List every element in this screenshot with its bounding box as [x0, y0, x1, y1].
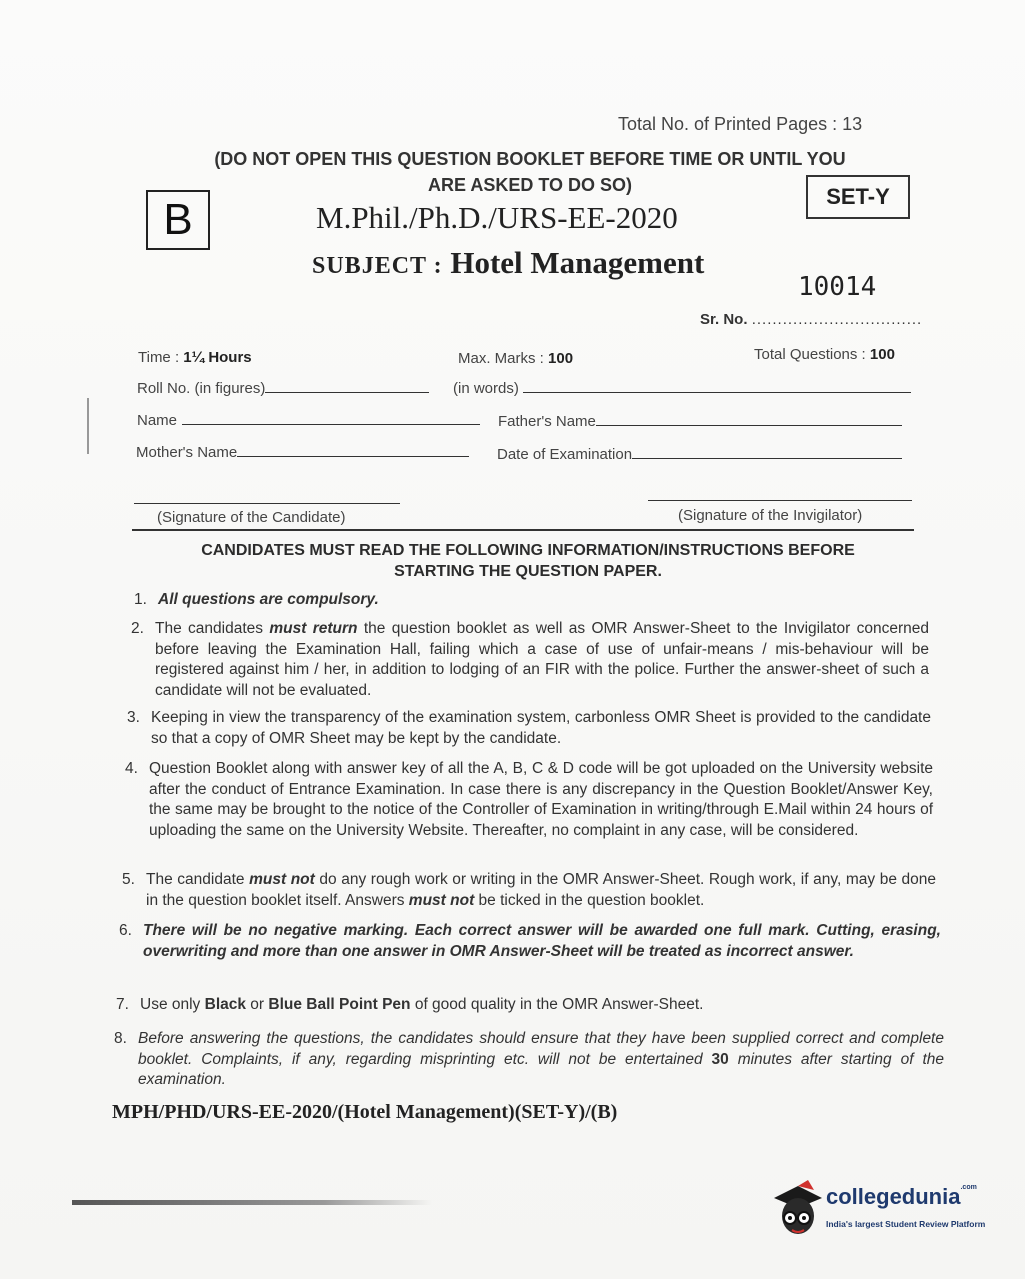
name-field[interactable]: Name [137, 410, 480, 429]
serial-dotted-line: ................................. [751, 311, 923, 328]
collegedunia-mascot-icon [768, 1176, 824, 1242]
section-divider [132, 529, 914, 531]
do-not-open-warning: (DO NOT OPEN THIS QUESTION BOOKLET BEFORE TIME OR UNTIL YOU ARE ASKED TO DO SO) [214, 149, 846, 195]
mother-name-field[interactable]: Mother's Name [136, 442, 469, 461]
collegedunia-brand: collegedunia$^{.com}$ [826, 1184, 977, 1209]
instruction-1: 1. All questions are compulsory. [134, 591, 379, 608]
serial-number: 10014 [798, 272, 877, 302]
candidate-signature-label: (Signature of the Candidate) [157, 509, 346, 526]
collegedunia-tagline: India's largest Student Review Platform [826, 1219, 986, 1229]
subject-line [312, 245, 704, 281]
total-questions: Total Questions : 100 [754, 346, 895, 363]
instructions-heading: CANDIDATES MUST READ THE FOLLOWING INFORMATION/INSTRUCTIONS BEFORE STARTING THE QUESTION PAPER. [201, 542, 855, 580]
max-marks: Max. Marks : 100 [458, 350, 574, 367]
roll-figures-blank[interactable] [265, 378, 429, 393]
instruction-3: 3. Keeping in view the transparency of the examination system, carbonless OMR Sheet is provided to the candidate so that a copy of OMR Sheet may be kept by the candidate. [127, 709, 931, 747]
instruction-6: 6. There will be no negative marking. Each correct answer will be awarded one full mark. Cutting, erasing, overwriting and more than one answer in OMR Answer-Sheet will be treated as incorrect answer. [119, 922, 941, 960]
exam-title: M.Phil./Ph.D./URS-EE-2020 [316, 200, 678, 235]
instruction-2: 2. The candidates must return the question booklet as well as OMR Answer-Sheet to the Invigilator concerned before leaving the Examination Hall, failing which a case of use of unfair-means / mis-behaviour will be registered against him / her, in addition to lodging of an FIR with the police. Further the answer-sheet of such a candidate will not be evaluated. [131, 620, 929, 699]
instruction-4: 4. Question Booklet along with answer key of all the A, B, C & D code will be got uploaded on the University website after the conduct of Entrance Examination. In case there is any discrepancy in the Question Booklet/Answer Key, the same may be brought to the notice of the Controller of Examination in writing/through E.Mail within 24 hours of uploading the same on the University Website. Thereafter, no complaint in any case, will be considered. [125, 760, 933, 839]
time-allowed: Time : 1¼ Hours [138, 349, 252, 366]
name-blank[interactable] [182, 410, 480, 425]
mother-name-blank[interactable] [237, 442, 469, 457]
serial-label: Sr. No. ................................. [700, 311, 923, 328]
father-name-blank[interactable] [596, 411, 902, 426]
exam-date-field[interactable]: Date of Examination [497, 444, 902, 463]
roll-no-figures-field[interactable]: Roll No. (in figures) [137, 378, 429, 397]
candidate-signature-line[interactable] [134, 503, 400, 504]
scan-margin-mark [87, 398, 89, 454]
instruction-8: 8. Before answering the questions, the candidates should ensure that they have been supplied correct and complete booklet. Complaints, if any, regarding misprinting etc. will not be entertained 30 minutes after starting of the examination. [114, 1030, 944, 1088]
roll-no-words-field[interactable]: (in words) [453, 378, 911, 397]
exam-date-blank[interactable] [632, 444, 902, 459]
total-printed-pages: Total No. of Printed Pages : 13 [618, 114, 863, 134]
father-name-field[interactable]: Father's Name [498, 411, 902, 430]
instruction-5: 5. The candidate must not do any rough work or writing in the OMR Answer-Sheet. Rough work, if any, may be done in the question booklet itself. Answers must not be ticked in the question booklet. [122, 871, 936, 909]
paper-code-footer: MPH/PHD/URS-EE-2020/(Hotel Management)(SET-Y)/(B) [112, 1101, 618, 1123]
instruction-7: 7. Use only Black or Blue Ball Point Pen of good quality in the OMR Answer-Sheet. [116, 996, 704, 1013]
booklet-code-box: B [146, 190, 210, 250]
scan-edge-bar [72, 1200, 432, 1205]
roll-words-blank[interactable] [523, 378, 911, 393]
subject-name: Hotel Management [450, 245, 705, 280]
subject-label: SUBJECT : [312, 253, 443, 279]
invigilator-signature-line[interactable] [648, 500, 912, 501]
invigilator-signature-label: (Signature of the Invigilator) [678, 507, 863, 524]
set-code-box: SET-Y [806, 175, 910, 219]
